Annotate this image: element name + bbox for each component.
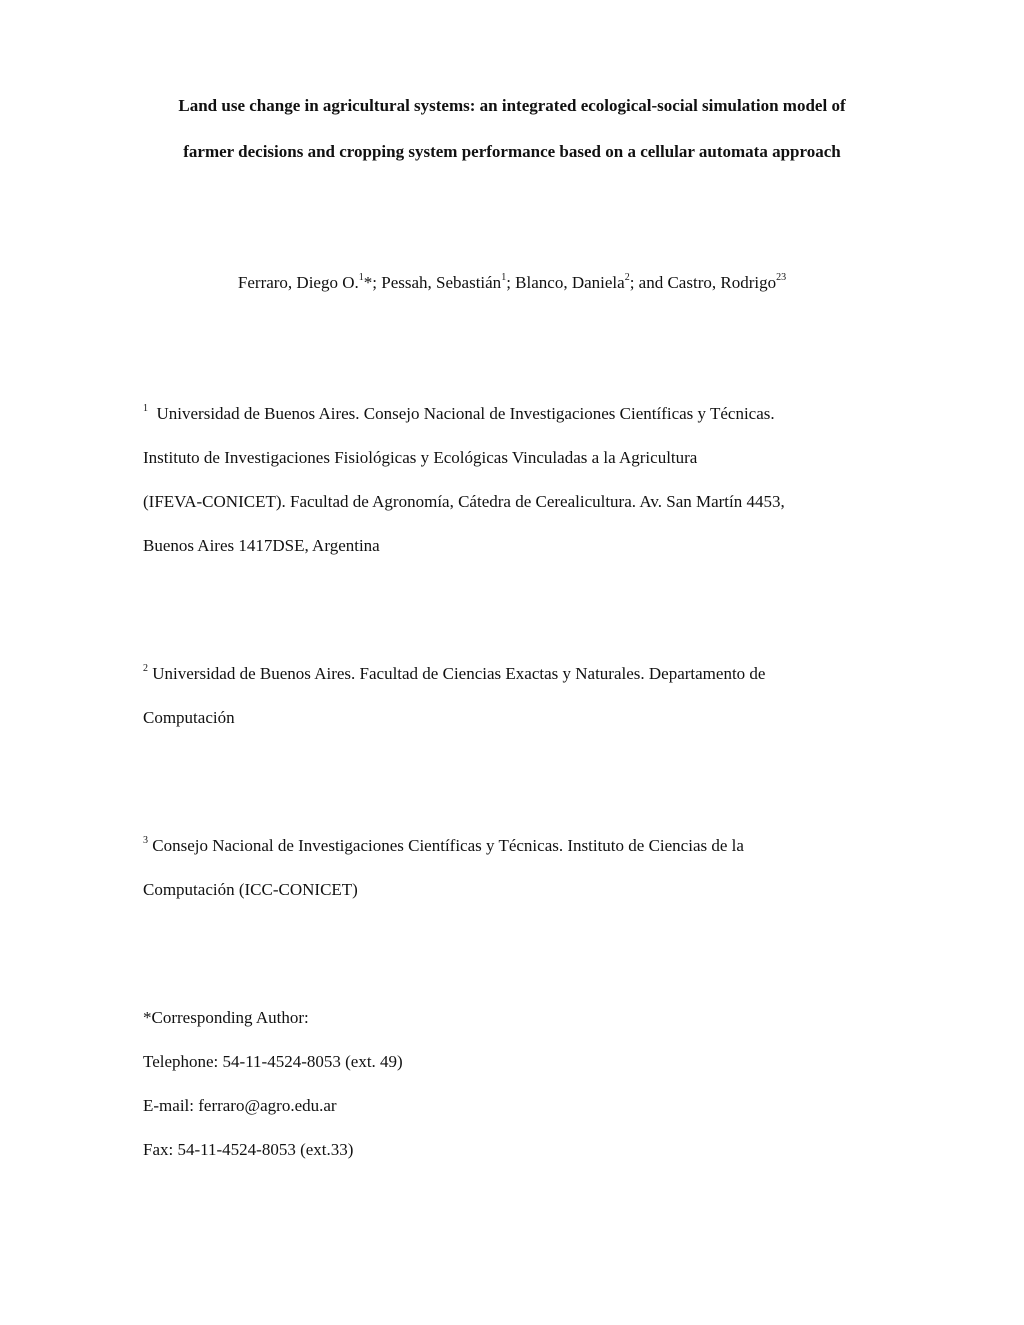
author-name: Ferraro, Diego O. (237, 273, 359, 292)
affiliation-line: Computación (ICC-CONICET) (143, 880, 358, 899)
affiliation-marker: 1 (143, 403, 148, 415)
affiliation-line: Computación (143, 708, 235, 727)
telephone: Telephone: 54-11-4524-8053 (ext. 49) (143, 1052, 403, 1071)
email: E-mail: ferraro@agro.edu.ar (143, 1096, 337, 1115)
affiliation-line: $^2$ Universidad de Buenos Aires. Facultad de Ciencias Exactas y Naturales. Departamento de (143, 663, 766, 683)
author-affiliation-marker: 2 (624, 272, 630, 284)
affiliation-line: Instituto de Investigaciones Fisiológicas y Ecológicas Vinculadas a la Agricultura (143, 448, 698, 467)
affiliation-line: $^3$ Consejo Nacional de Investigaciones Científicas y Técnicas. Instituto de Ciencias de la (143, 835, 744, 855)
affiliation-line: (IFEVA-CONICET). Facultad de Agronomía, Cátedra de Cerealicultura. Av. San Martín 4453, (143, 492, 785, 511)
affiliation-marker: 2 (143, 663, 148, 675)
author-name: Blanco, Daniela (515, 273, 625, 292)
author-list (100, 272, 924, 294)
fax: Fax: 54-11-4524-8053 (ext.33) (143, 1140, 354, 1159)
title-line-2: farmer decisions and cropping system performance based on a cellular automata approach (183, 142, 841, 161)
author-separator: *; (363, 273, 382, 292)
title-line-1: Land use change in agricultural systems: an integrated ecological-social simulation model of (178, 96, 846, 115)
author-separator: ; (506, 273, 516, 292)
affiliation-line: Buenos Aires 1417DSE, Argentina (143, 536, 380, 555)
author-name: Castro, Rodrigo (667, 273, 777, 292)
author-separator: ; and (629, 273, 668, 292)
corresponding-author-heading: *Corresponding Author: (143, 1008, 309, 1027)
author-affiliation-marker: 1 (501, 272, 507, 284)
author-name: Pessah, Sebastián (381, 273, 502, 292)
affiliation-line: $^1$ Universidad de Buenos Aires. Consejo Nacional de Investigaciones Científicas y Técnicas. (143, 403, 775, 423)
author-affiliation-marker: 1 (358, 272, 364, 284)
affiliation-marker: 3 (143, 835, 148, 847)
author-affiliation-marker: 23 (776, 272, 787, 284)
